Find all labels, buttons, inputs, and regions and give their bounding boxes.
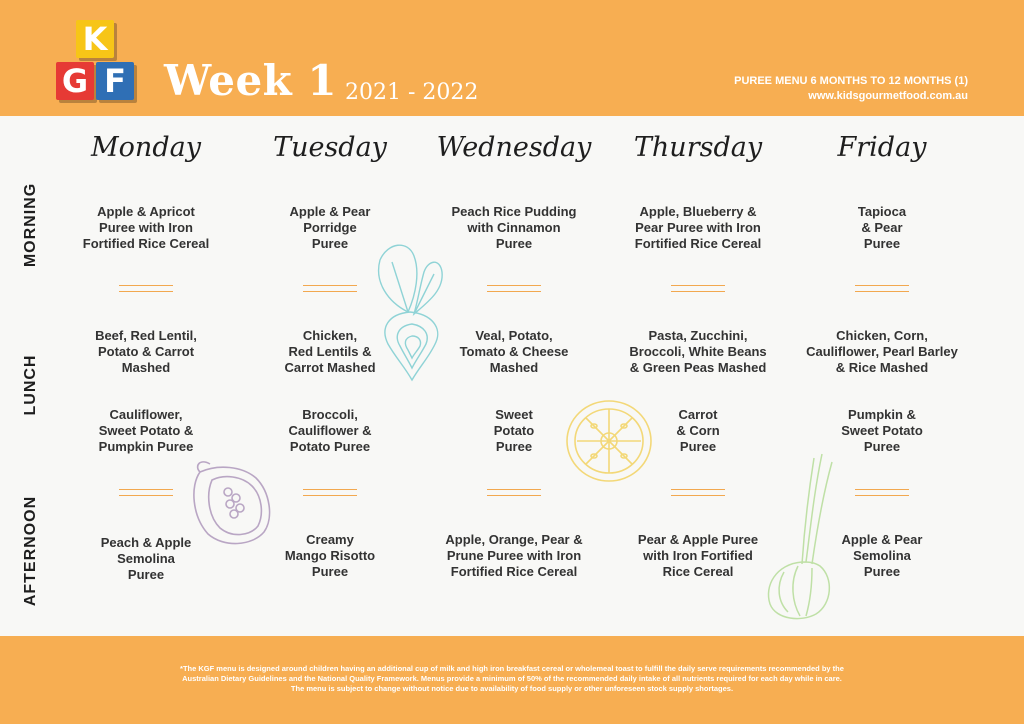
menu-line: Cauliflower, [109,407,183,422]
menu-cell-lunch-side-wednesday [422,407,606,455]
menu-cell-afternoon-wednesday [422,532,606,580]
menu-line: Potato [493,423,535,438]
menu-line: Red Lentils & [288,344,372,359]
footnote [60,664,964,694]
menu-cell-afternoon-tuesday [238,532,422,580]
menu-cell-lunch-side-monday [54,407,238,455]
menu-line: Prune Puree with Iron [446,548,582,563]
website-link[interactable]: www.kidsgourmetfood.com.au [808,90,968,102]
menu-line: Puree [495,236,533,251]
divider [487,489,541,496]
kgf-logo [54,20,140,106]
menu-line: Puree [863,236,901,251]
menu-line: Beef, Red Lentil, [95,328,197,343]
menu-line: Apple & Pear [841,532,923,547]
menu-cell-lunch-side-tuesday [238,407,422,455]
menu-line: Puree [311,564,349,579]
divider [303,285,357,292]
menu-line: Puree [127,567,165,582]
menu-line: Pasta, Zucchini, [648,328,748,343]
menu-line: Apple & Pear [289,204,371,219]
menu-line: Fortified Rice Cereal [450,564,578,579]
logo-block-k: K [76,20,114,58]
menu-line: Pumpkin & [848,407,916,422]
menu-cell-afternoon-monday [54,535,238,583]
menu-cell-morning-friday [790,204,974,252]
menu-line: Apple & Apricot [97,204,195,219]
menu-line: Chicken, Corn, [836,328,928,343]
menu-cell-morning-wednesday [422,204,606,252]
logo-block-g: G [56,62,94,100]
menu-line: & Corn [676,423,720,438]
menu-line: Semolina [117,551,175,566]
menu-line: Veal, Potato, [475,328,553,343]
day-tuesday: Tuesday [273,132,387,163]
menu-cell-lunch-monday [54,328,238,376]
menu-line: Potato & Carrot [97,344,195,359]
menu-line: Mashed [121,360,171,375]
menu-line: Puree [863,564,901,579]
divider [855,285,909,292]
menu-line: Tapioca [857,204,907,219]
footnote-line: The menu is subject to change without notice due to availability of food supply or other unforeseen stock supply shortages. [290,684,734,693]
menu-line: Broccoli, White Beans [629,344,767,359]
day-wednesday: Wednesday [436,132,592,163]
menu-info [734,74,968,104]
menu-line: with Cinnamon [467,220,561,235]
menu-line: Peach & Apple [100,535,192,550]
divider [671,489,725,496]
menu-name: PUREE MENU 6 MONTHS TO 12 MONTHS (1) [734,75,968,87]
day-thursday: Thursday [633,132,763,163]
menu-line: Rice Cereal [662,564,734,579]
menu-line: Sweet [495,407,533,422]
day-monday: Monday [91,132,201,163]
menu-line: Potato Puree [289,439,371,454]
menu-cell-lunch-thursday [606,328,790,376]
menu-line: & Pear [861,220,903,235]
menu-line: with Iron Fortified [643,548,753,563]
menu-line: Fortified Rice Cereal [82,236,210,251]
menu-line: Puree [495,439,533,454]
menu-line: Carrot [678,407,718,422]
menu-cell-lunch-wednesday [422,328,606,376]
menu-cell-lunch-side-thursday [606,407,790,455]
menu-cell-morning-monday [54,204,238,252]
menu-line: Puree [311,236,349,251]
logo-block-f: F [96,62,134,100]
menu-line: Puree [863,439,901,454]
menu-line: Chicken, [302,328,358,343]
menu-cell-lunch-friday [790,328,974,376]
footnote-line: *The KGF menu is designed around children having an additional cup of milk and high iron breakfast cereal or wholemeal toast to fulfill the daily serve requirements recommended by the [180,664,844,673]
menu-line: Apple, Orange, Pear & [445,532,583,547]
menu-line: Peach Rice Pudding [451,204,577,219]
menu-line: Mashed [489,360,539,375]
menu-line: Sweet Potato & [98,423,194,438]
menu-line: Carrot Mashed [284,360,376,375]
menu-line: Cauliflower & [288,423,372,438]
header-band [0,0,1024,116]
menu-line: Pear Puree with Iron [635,220,761,235]
menu-line: Creamy [306,532,354,547]
label-morning: MORNING [22,182,39,268]
menu-line: Puree with Iron [99,220,193,235]
menu-line: Mango Risotto [284,548,376,563]
menu-line: Semolina [853,548,911,563]
menu-cell-morning-tuesday [238,204,422,252]
divider [303,489,357,496]
menu-line: Puree [679,439,717,454]
menu-cell-afternoon-thursday [606,532,790,580]
menu-line: & Rice Mashed [835,360,929,375]
week-title: Week 1 [164,56,338,105]
menu-cell-morning-thursday [606,204,790,252]
label-afternoon: AFTERNOON [22,495,39,607]
divider [119,489,173,496]
menu-line: Broccoli, [302,407,358,422]
divider [487,285,541,292]
menu-line: Apple, Blueberry & [639,204,757,219]
day-friday: Friday [837,132,927,163]
divider [119,285,173,292]
menu-line: Tomato & Cheese [459,344,569,359]
divider [671,285,725,292]
menu-line: Pear & Apple Puree [637,532,759,547]
menu-line: Sweet Potato [841,423,923,438]
menu-cell-lunch-side-friday [790,407,974,455]
menu-line: Porridge [303,220,357,235]
menu-line: & Green Peas Mashed [629,360,767,375]
menu-line: Fortified Rice Cereal [634,236,762,251]
divider [855,489,909,496]
menu-line: Pumpkin Puree [98,439,194,454]
menu-cell-afternoon-friday [790,532,974,580]
label-lunch: LUNCH [22,354,39,416]
menu-cell-lunch-tuesday [238,328,422,376]
footnote-line: Australian Dietary Guidelines and the National Quality Framework. Menus provide a minimum of 50% of the recommended daily intake of all nutrients required for each day while in care. [182,674,842,683]
year-range: 2021 - 2022 [345,80,479,105]
menu-line: Cauliflower, Pearl Barley [806,344,958,359]
